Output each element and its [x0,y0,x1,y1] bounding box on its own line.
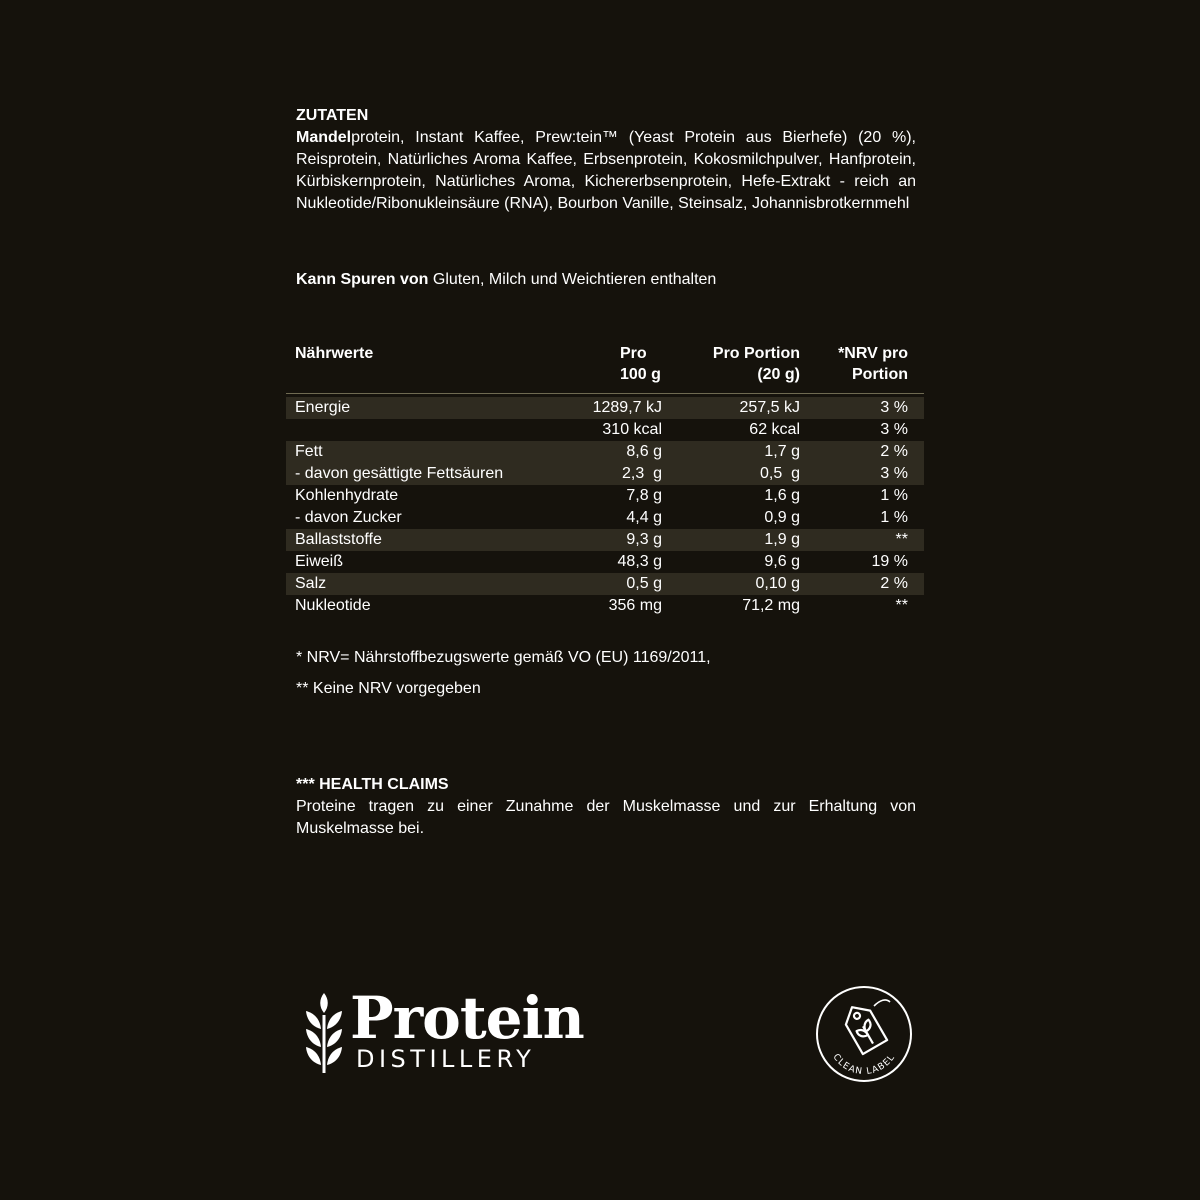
row-per100: 4,4 g [626,509,662,526]
row-name: Eiweiß [295,553,344,570]
nutrition-row [286,573,924,595]
ingredients-first-word: Mandel [296,129,352,146]
row-nrv: ** [895,531,908,548]
header-per100 [592,343,662,385]
clean-label-badge [814,984,914,1084]
row-per100: 1289,7 kJ [592,399,662,416]
footnote-nrv: * NRV= Nährstoffbezugswerte gemäß VO (EU) 1169/2011, [296,649,711,666]
row-name: Salz [295,575,327,592]
row-per100: 48,3 g [617,553,662,570]
row-per100: 9,3 g [626,531,662,548]
badge-text: CLEAN LABEL [830,1052,898,1078]
header-per100-line2: 100 g [620,366,661,383]
nutrition-row [286,485,924,507]
clean-label-icon [814,984,914,1084]
nutrition-header [286,343,924,393]
nutrition-row [286,463,924,485]
header-per100-line1: Pro [620,345,647,362]
claims-text: Proteine tragen zu einer Zunahme der Muskelmasse und zur Erhaltung von Muskelmasse bei. [296,798,916,837]
logo-sub: DISTILLERY [356,1045,536,1073]
logo-word: Protein [350,984,584,1052]
row-nrv: 3 % [880,465,908,482]
row-nrv: 19 % [871,553,908,570]
row-portion: 1,9 g [764,531,800,548]
header-nutrients: Nährwerte [295,345,374,362]
row-portion: 1,7 g [764,443,800,460]
protein-distillery-logo [300,985,590,1080]
row-per100: 310 kcal [602,421,662,438]
nutrition-row [286,419,924,441]
row-nrv: 3 % [880,399,908,416]
footnote-no-nrv: ** Keine NRV vorgegeben [296,680,481,697]
row-portion: 0,9 g [764,509,800,526]
row-name: - davon gesättigte Fettsäuren [295,465,504,482]
row-name: Kohlenhydrate [295,487,399,504]
nutrition-row [286,595,924,617]
ingredients-section [296,105,916,215]
row-per100: 2,3 g [621,465,662,482]
row-name: Nukleotide [295,597,371,614]
nutrition-table [286,343,924,614]
row-nrv: 1 % [880,509,908,526]
row-name: Fett [295,443,323,460]
row-name: Energie [295,399,351,416]
row-per100: 8,6 g [626,443,662,460]
row-per100: 7,8 g [626,487,662,504]
claims-heading: *** HEALTH CLAIMS [296,776,449,793]
header-nrv-line1: *NRV pro [838,345,908,362]
row-portion: 257,5 kJ [739,399,800,416]
header-divider [286,393,924,394]
health-claims [296,774,916,840]
nutrition-row [286,529,924,551]
row-nrv: 1 % [880,487,908,504]
nutrition-rows [286,397,924,617]
row-portion: 9,6 g [764,553,800,570]
footnotes [296,648,916,710]
header-portion-line1: Pro Portion [712,345,800,362]
row-nrv: 2 % [880,575,908,592]
row-name: - davon Zucker [295,509,402,526]
nutrition-row [286,441,924,463]
row-portion: 1,6 g [764,487,800,504]
allergen-traces [296,269,916,291]
nutrition-row [286,507,924,529]
row-portion: 62 kcal [749,421,800,438]
row-nrv: ** [895,597,908,614]
row-portion: 71,2 mg [742,597,800,614]
nutrition-row [286,397,924,419]
row-name: Ballaststoffe [295,531,382,548]
ingredients-heading: ZUTATEN [296,107,369,124]
row-nrv: 2 % [880,443,908,460]
svg-text:CLEAN LABEL [831,1052,898,1077]
traces-rest: Gluten, Milch und Weichtieren enthalten [428,271,717,288]
row-nrv: 3 % [880,421,908,438]
ingredients-text [296,127,916,215]
header-portion-line2: (20 g) [757,366,800,383]
header-nrv-line2: Portion [852,366,908,383]
traces-bold: Kann Spuren von [296,271,429,288]
row-portion: 0,10 g [755,575,800,592]
row-portion: 0,5 g [759,465,800,482]
row-per100: 356 mg [608,597,662,614]
ingredients-list: protein, Instant Kaffee, Prew:tein™ (Yeast Protein aus Bierhefe) (20 %), Reisprotein, Natürliches Aroma Kaffee, Erbsenprotein, Kokosmilchpulver, Hanfprotein, Kürbiskernprotein, Natürliches Aroma, Kichererbsenprotein, Hefe-Extrakt - reich an Nukleotide/Ribonukleinsäure (RNA), Bourbon Vanille, Steinsalz, Johannisbrotkernmehl [296,129,916,212]
wheat-icon [300,985,348,1080]
header-portion [700,343,800,385]
row-per100: 0,5 g [626,575,662,592]
nutrition-row [286,551,924,573]
header-nrv [826,343,908,385]
